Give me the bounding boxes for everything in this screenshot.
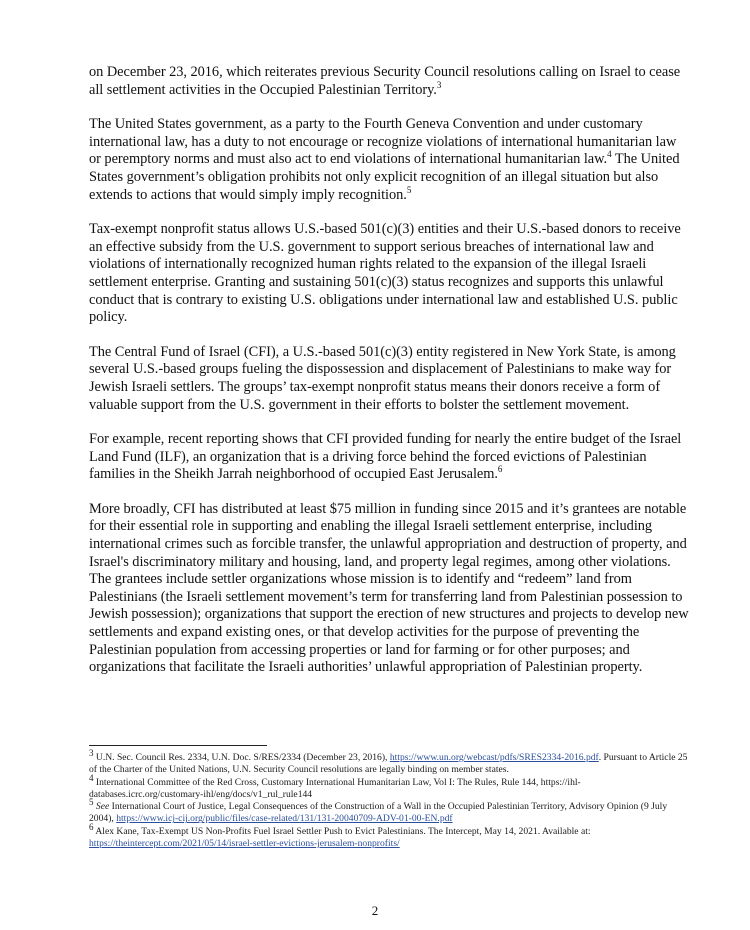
paragraph-2	[89, 116, 689, 204]
footnote-ref-6: 6	[497, 464, 503, 475]
footnote-ref-5: 5	[406, 184, 412, 195]
paragraph-6: More broadly, CFI has distributed at least $75 million in funding since 2015 and it’s grantees are notable for their essential role in supporting and enabling the illegal Israeli settlement enterprise, including international crimes such as forcible transfer, the unlawful appropriation and destruction of property, and Israel's discriminatory military and housing, land, and property legal regimes, among other violations. The grantees include settler organizations whose mission is to identify and “redeem” land from Palestinians (the Israeli settlement movement’s term for transferring land from Palestinian possession to Jewish possession); organizations that support the erection of new structures and projects to develop new settlements and expand existing ones, or that develop activities for the purpose of preventing the Palestinian population from accessing properties or land for farming or for other purposes; and organizations that facilitate the Israeli authorities’ unlawful appropriation of Palestinian property.	[89, 500, 689, 676]
paragraph-1	[89, 64, 689, 99]
paragraph-3: Tax-exempt nonprofit status allows U.S.-based 501(c)(3) entities and their U.S.-based donors to receive an effective subsidy from the U.S. government to support serious breaches of international law and violations of internationally recognized human rights related to the expansion of the illegal Israeli settlement enterprise. Granting and sustaining 501(c)(3) status recognizes and supports this unlawful conduct that is contrary to existing U.S. obligations under international law and established U.S. public policy.	[89, 221, 681, 326]
paragraph-2-text-b: The United States government’s obligation prohibits not only explicit recognition of an illegal situation but also extends to actions that would simply imply recognition.	[89, 151, 680, 203]
footnote-3	[89, 747, 689, 777]
footnote-6-number: 6	[89, 821, 94, 832]
footnote-divider	[89, 745, 267, 746]
footnote-3-tail: . Pursuant to Article 25 of the Charter of the United Nations, U.N. Security Council resolutions are legally binding on member states.	[89, 752, 688, 776]
footnote-3-text: U.N. Sec. Council Res. 2334, U.N. Doc. S/RES/2334 (December 23, 2016),	[93, 752, 390, 763]
paragraph-5-text: For example, recent reporting shows that CFI provided funding for nearly the entire budget of the Israel Land Fund (ILF), an organization that is a driving force behind the forced evictions of Palestinian families in the Sheikh Jarrah neighborhood of occupied East Jerusalem.	[89, 431, 682, 483]
paragraph-5	[89, 431, 689, 484]
footnote-4-number: 4	[89, 772, 94, 783]
footnote-5-text: International Court of Justice, Legal Consequences of the Construction of a Wall in the Occupied Palestinian Territory, Advisory Opinion (9 July 2004),	[89, 801, 668, 825]
footnote-3-link[interactable]: https://www.un.org/webcast/pdfs/SRES2334-2016.pdf	[389, 752, 599, 763]
footnotes	[89, 747, 689, 850]
footnote-5-link[interactable]: https://www.icj-cij.org/public/files/case-related/131/131-20040709-ADV-01-00-EN.pdf	[116, 813, 453, 825]
footnote-ref-3: 3	[436, 79, 442, 90]
body-text	[89, 64, 689, 694]
paragraph-2-text-a: The United States government, as a party to the Fourth Geneva Convention and under customary international law, has a duty to not encourage or recognize violations of international humanitarian law or peremptory norms and must also act to end violations of international humanitarian law.	[89, 116, 677, 168]
paragraph-4: The Central Fund of Israel (CFI), a U.S.-based 501(c)(3) entity registered in New York State, is among several U.S.-based groups fueling the dispossession and displacement of Palestinians to make way for Jewish Israeli settlers. The groups’ tax-exempt nonprofit status means their donors receive a form of valuable support from the U.S. government in their efforts to bolster the settlement movement.	[89, 343, 676, 413]
page-number: 2	[371, 903, 379, 918]
footnote-6	[89, 821, 689, 851]
footnote-6-link[interactable]: https://theintercept.com/2021/05/14/israel-settler-evictions-jerusalem-nonprofits/	[89, 838, 400, 850]
footnote-5-see: See	[95, 801, 110, 813]
footnote-5	[89, 797, 689, 826]
paragraph-1-text: on December 23, 2016, which reiterates previous Security Council resolutions calling on Israel to cease all settlement activities in the Occupied Palestinian Territory.	[89, 64, 681, 98]
footnote-4	[89, 772, 689, 802]
footnote-3-number: 3	[89, 747, 94, 758]
footnote-4-text: International Committee of the Red Cross, Customary International Humanitarian Law, Vol I: The Rules, Rule 144, https://ihl-databases.icrc.org/customary-ihl/eng/docs/v1_rul_rule144	[89, 776, 581, 800]
footnote-6-text: Alex Kane, Tax-Exempt US Non-Profits Fuel Israel Settler Push to Evict Palestinians. The Intercept, May 14, 2021. Available at:	[93, 825, 591, 837]
footnote-5-number: 5	[89, 797, 94, 807]
footnote-ref-4: 4	[607, 149, 612, 160]
